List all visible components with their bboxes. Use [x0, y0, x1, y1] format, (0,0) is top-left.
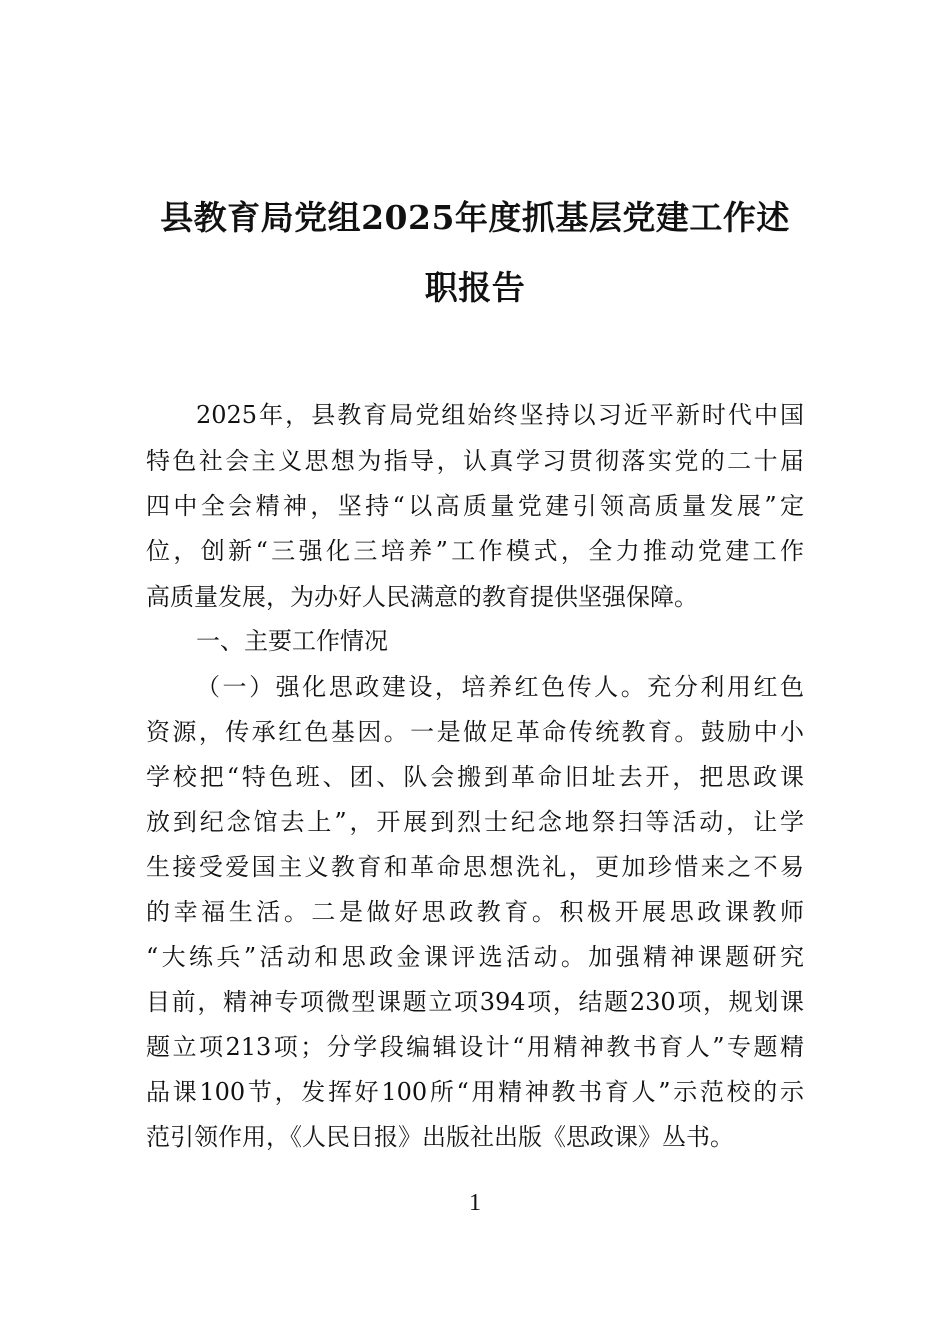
subsection-paragraph-line: 放到纪念馆去上”，开展到烈士纪念地祭扫等活动，让学 [146, 808, 804, 836]
subsection-paragraph-line: 的幸福生活。二是做好思政教育。积极开展思政课教师 [146, 898, 804, 926]
subsection-paragraph-line: 题立项213项；分学段编辑设计“用精神教书育人”专题精 [146, 1033, 804, 1061]
subsection-paragraph-line: 资源，传承红色基因。一是做足革命传统教育。鼓励中小 [146, 718, 804, 746]
subsection-paragraph-line: 品课100节，发挥好100所“用精神教书育人”示范校的示 [146, 1078, 804, 1106]
subsection-paragraph-line: 目前，精神专项微型课题立项394项，结题230项，规划课 [146, 988, 804, 1016]
intro-paragraph-line: 四中全会精神，坚持“以高质量党建引领高质量发展”定 [146, 492, 804, 520]
subsection-paragraph-line: 生接受爱国主义教育和革命思想洗礼，更加珍惜来之不易 [146, 853, 804, 881]
intro-paragraph-line: 特色社会主义思想为指导，认真学习贯彻落实党的二十届 [146, 447, 804, 475]
intro-paragraph-line: 高质量发展，为办好人民满意的教育提供坚强保障。 [146, 583, 698, 611]
subsection-paragraph-line: 范引领作用，《人民日报》出版社出版《思政课》丛书。 [146, 1123, 734, 1151]
subsection-paragraph-line: （一）强化思政建设，培养红色传人。充分利用红色 [196, 673, 804, 701]
section-heading: 一、主要工作情况 [196, 627, 388, 655]
subsection-paragraph-line: 学校把“特色班、团、队会搬到革命旧址去开，把思政课 [146, 763, 804, 791]
subsection-paragraph-line: “大练兵”活动和思政金课评选活动。加强精神课题研究 [146, 943, 804, 971]
intro-paragraph-line: 位，创新“三强化三培养”工作模式，全力推动党建工作 [146, 537, 804, 565]
document-title-line-2: 职报告 [424, 268, 526, 307]
intro-paragraph-line: 2025年，县教育局党组始终坚持以习近平新时代中国 [196, 401, 804, 429]
page-number: 1 [469, 1190, 481, 1216]
document-title-line-1: 县教育局党组2025年度抓基层党建工作述 [160, 198, 790, 237]
